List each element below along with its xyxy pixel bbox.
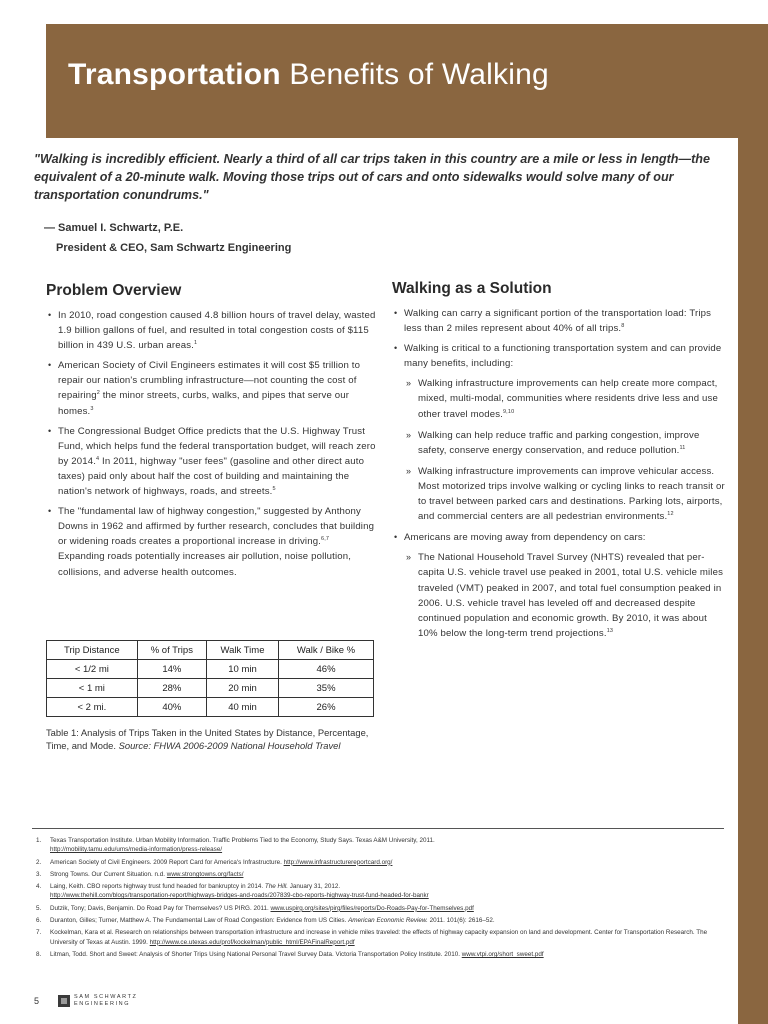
table-cell: 26% [279, 698, 374, 717]
list-item: • The "fundamental law of highway congestion," suggested by Anthony Downs in 1962 and affirmed by further research, concludes that building or widening roads creates a proportional increase in driving.$^{6,7}$ Expanding roads potentially increases air pollution, noise pollution, collisions, and adverse health outcomes. [46, 504, 378, 579]
footnote-link[interactable]: http://www.infrastructurereportcard.org/ [283, 858, 393, 866]
footnote-divider [32, 828, 724, 829]
table-header-cell: Trip Distance [47, 641, 138, 660]
table-header-cell: Walk / Bike % [279, 641, 374, 660]
footnotes [36, 836, 732, 962]
footnote-link[interactable]: www.vtpi.org/short_sweet.pdf [461, 950, 544, 958]
sub-list [404, 550, 728, 641]
side-strip [738, 138, 768, 1024]
sub-list [404, 376, 728, 524]
quote-attribution-name: — Samuel I. Schwartz, P.E. [44, 222, 184, 234]
table-caption: Table 1: Analysis of Trips Taken in the United States by Distance, Percentage, Time, and Mode. Source: FHWA 2006-2009 National Household Travel [46, 727, 369, 751]
table-cell: 20 min [206, 679, 278, 698]
table-cell: 10 min [206, 660, 278, 679]
sub-list-item: » Walking infrastructure improvements can improve vehicular access. Most motorized trips involve walking or cycling links to reach transit or to travel between parked cars and destinations. Parking lots, airports, and commercial centers are all pedestrian environments.$^{12}$ [404, 464, 728, 524]
footnote-link[interactable]: www.uspirg.org/sites/pirg/files/reports/Do-Roads-Pay-for-Themselves.pdf [270, 904, 474, 912]
logo-mark-icon [58, 995, 70, 1007]
table-row [47, 660, 374, 679]
list-item: • Walking is critical to a functioning transportation system and can provide many benefits, including: » Walking infrastructure improvements can help create more compact, mixed, multi-modal, communities where residents drive less and use other travel modes.$^{9,10}$ » Walking can help reduce traffic and parking congestion, improve safety, conserve energy conservation, and reduce pollution.$^{11}$ » Walking infrastructure improvements can improve vehicular access. Most motorized trips involve walking or cycling links to reach transit or to travel between parked cars and destinations. Parking lots, airports, and commercial centers are all pedestrian environments.$^{12}$ [392, 341, 728, 524]
list-item: • In 2010, road congestion caused 4.8 billion hours of travel delay, wasted 1.9 billion gallons of fuel, and resulted in total congestion costs of $115 billion in 439 U.S. urban areas.$^1$ [46, 308, 378, 353]
footnote: 1. Texas Transportation Institute. Urban Mobility Information. Traffic Problems Tied to the Economy, Study Says. Texas A&M University, 2011. http://mobility.tamu.edu/ums/media-information/press-release/ [36, 837, 435, 854]
footnote: 3. Strong Towns. Our Current Situation. n.d. www.strongtowns.org/facts/ [36, 870, 244, 878]
problem-overview-section [46, 282, 378, 585]
footnote: 8. Litman, Todd. Short and Sweet: Analysis of Shorter Trips Using National Personal Travel Survey Data. Victoria Transportation Policy Institute. 2010. www.vtpi.org/short_sweet.pdf [36, 950, 544, 958]
company-logo [58, 994, 138, 1007]
pull-quote: "Walking is incredibly efficient. Nearly a third of all car trips taken in this country are a mile or less in length—the equivalent of a 20-minute walk. Moving those trips out of cars and onto sidewalks would solve many of our transportation conundrums." [34, 152, 710, 202]
footnote: 2. American Society of Civil Engineers. 2009 Report Card for America's Infrastructure. http://www.infrastructurereportcard.org/ [36, 858, 393, 866]
table-header-row [47, 641, 374, 660]
list-item: • American Society of Civil Engineers estimates it will cost $5 trillion to repair our nation's crumbling infrastructure—not counting the cost of repairing$^2$ the minor streets, curbs, walks, and pipes that serve our homes.$^3$ [46, 358, 378, 418]
table-header-cell: Walk Time [206, 641, 278, 660]
footnote-link[interactable]: http://mobility.tamu.edu/ums/media-information/press-release/ [50, 846, 223, 854]
quote-attribution-title: President & CEO, Sam Schwartz Engineering [56, 242, 292, 254]
table-cell: < 2 mi. [47, 698, 138, 717]
table-row [47, 679, 374, 698]
table-cell: 28% [137, 679, 206, 698]
table-cell: < 1/2 mi [47, 660, 138, 679]
page-title [68, 58, 549, 92]
table-header-cell: % of Trips [137, 641, 206, 660]
footnote-link[interactable]: http://www.thehill.com/blogs/transportation-report/highways-bridges-and-roads/207839-cbo-reports-highway-trust-fund-headed-for-bankr [50, 892, 429, 900]
table-cell: < 1 mi [47, 679, 138, 698]
problem-list [46, 308, 378, 580]
trips-table [46, 640, 374, 717]
list-item: • Americans are moving away from dependency on cars: » The National Household Travel Survey (NHTS) revealed that per-capita U.S. vehicle travel use peaked in 2001, total U.S. vehicle miles traveled (VMT) peaked in 2007, and total fuel consumption peaked in 2006. U.S. vehicle travel has leveled off and decreased despite continued population and economic growth. By 2010, it was about 10% below the long-term trend projections.$^{13}$ [392, 530, 728, 641]
footnote: 4. Laing, Keith. CBO reports highway trust fund headed for bankruptcy in 2014. The Hill. January 31, 2012. http://www.thehill.com/blogs/transportation-report/highways-bridges-and-roads/207839-cbo-reports-highway-trust-fund-headed-for-bankr [36, 883, 429, 900]
table-cell: 40 min [206, 698, 278, 717]
footnote: 7. Kockelman, Kara et al. Research on relationships between transportation infrastructure and increase in vehicle miles traveled: the effects of highway capacity expansion on land and development. Center for Transportation Research. The University of Texas at Austin. 1999. http://www.ce.utexas.edu/prof/kockelman/public_html/EPAFinalReport.pdf [36, 929, 708, 946]
title-bold: Transportation [68, 58, 281, 91]
problem-heading: Problem Overview [46, 282, 182, 299]
solution-heading: Walking as a Solution [392, 280, 552, 297]
walking-solution-section [392, 280, 728, 647]
page-number: 5 [34, 996, 40, 1006]
footnote-link[interactable]: http://www.ce.utexas.edu/prof/kockelman/public_html/EPAFinalReport.pdf [149, 938, 355, 946]
sub-list-item: » The National Household Travel Survey (NHTS) revealed that per-capita U.S. vehicle travel use peaked in 2001, total U.S. vehicle miles traveled (VMT) peaked in 2007, and total fuel consumption peaked in 2006. U.S. vehicle travel has leveled off and decreased despite continued population and economic growth. By 2010, it was about 10% below the long-term trend projections.$^{13}$ [404, 550, 728, 641]
logo-text: SAM SCHWARTZ ENGINEERING [74, 994, 138, 1007]
table-cell: 40% [137, 698, 206, 717]
table-cell: 14% [137, 660, 206, 679]
table-cell: 46% [279, 660, 374, 679]
table-row [47, 698, 374, 717]
sub-list-item: » Walking infrastructure improvements can help create more compact, mixed, multi-modal, communities where residents drive less and use other travel modes.$^{9,10}$ [404, 376, 728, 421]
list-item: • Walking can carry a significant portion of the transportation load: Trips less than 2 miles represent about 40% of all trips.$^8$ [392, 306, 728, 336]
footnote: 5. Dutzik, Tony; Davis, Benjamin. Do Road Pay for Themselves? US PIRG. 2011. www.uspirg.org/sites/pirg/files/reports/Do-Roads-Pay-for-Themselves.pdf [36, 904, 474, 912]
list-item: • The Congressional Budget Office predicts that the U.S. Highway Trust Fund, which helps fund the federal transportation budget, will reach zero by 2014.$^4$ In 2011, highway "user fees" (gasoline and other direct auto taxes) paid only about half the cost of building and maintaining the nation's network of highways, roads, and streets.$^5$ [46, 424, 378, 499]
footnote: 6. Duranton, Gilles; Turner, Matthew A. The Fundamental Law of Road Congestion: Evidence from US Cities. American Economic Review. 2011. 101(6): 2616–52. [36, 917, 495, 925]
table-cell: 35% [279, 679, 374, 698]
sub-list-item: » Walking can help reduce traffic and parking congestion, improve safety, conserve energy conservation, and reduce pollution.$^{11}$ [404, 428, 728, 458]
title-light: Benefits of Walking [289, 58, 549, 91]
solution-list [392, 306, 728, 641]
footnote-link[interactable]: www.strongtowns.org/facts/ [166, 870, 244, 878]
